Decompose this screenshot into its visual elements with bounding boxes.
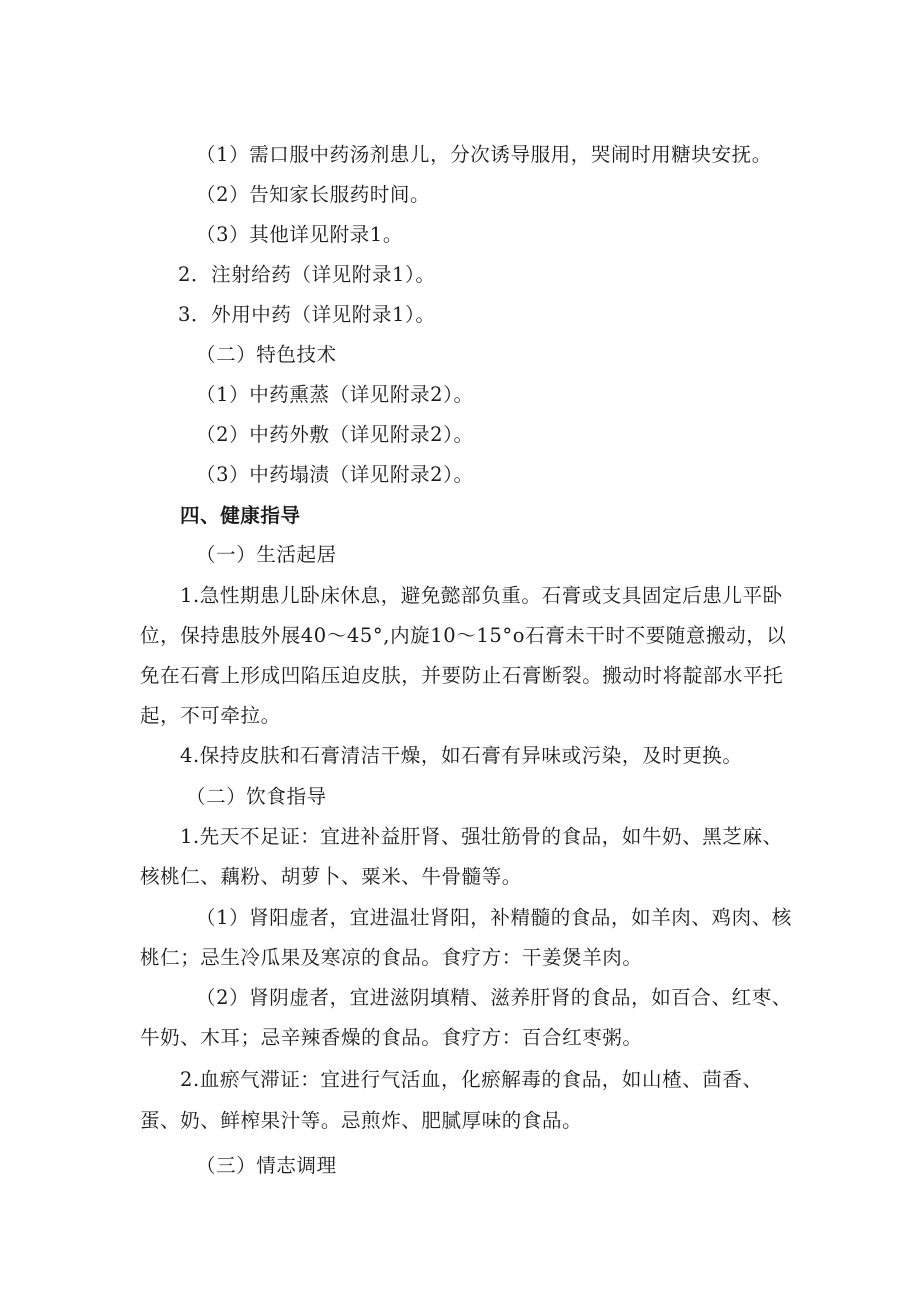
text-line: 免在石膏上形成凹陷压迫皮肤，并要防止石膏断裂。搬动时将靛部水平托 [140,664,784,687]
text-line: 1.先天不足证：宜进补益肝肾、强壮筋骨的食品，如牛奶、黑芝麻、 [180,825,783,848]
text-line: 1.急性期患儿卧床休息，避免懿部负重。石膏或支具固定后患儿平卧 [180,584,783,607]
text-line: 核桃仁、藕粉、胡萝卜、粟米、牛骨髓等。 [140,865,522,888]
text-line: 蛋、奶、鲜榨果汁等。忌煎炸、肥腻厚味的食品。 [140,1109,583,1132]
text-line: （2）肾阴虚者，宜进滋阴填精、滋养肝肾的食品，如百合、红枣、 [196,986,792,1009]
text-line: （2）告知家长服药时间。 [196,183,431,206]
section-subheading: （二）饮食指导 [186,785,327,808]
text-line: 起，不可牵拉。 [140,704,281,727]
text-line: （1）需口服中药汤剂患儿，分次诱导服用，哭闹时用糖块安抚。 [196,143,772,166]
text-line: 位，保持患肢外展40～45°,内旋10～15°o石膏未干时不要随意搬动，以 [140,624,787,647]
text-line: （1）中药熏蒸（详见附录2）。 [196,383,474,406]
section-subheading: （三）情志调理 [196,1154,337,1177]
text-line: （2）中药外敷（详见附录2）。 [196,423,474,446]
text-line: 2.血瘀气滞证：宜进行气活血，化瘀解毒的食品，如山楂、茴香、 [180,1068,763,1091]
text-line: 3．外用中药（详见附录1）。 [178,303,436,326]
text-line: 牛奶、木耳；忌辛辣香燥的食品。食疗方：百合红枣粥。 [140,1026,643,1049]
text-line: 4.保持皮肤和石膏清洁干燥，如石膏有异味或污染，及时更换。 [180,744,743,767]
section-heading: 四、健康指导 [180,504,301,527]
text-line: （3）中药塌渍（详见附录2）。 [196,463,474,486]
text-line: （1）肾阳虚者，宜进温壮肾阳，补精髓的食品，如羊肉、鸡肉、核 [196,906,792,929]
text-line: 桃仁；忌生冷瓜果及寒凉的食品。食疗方：干姜煲羊肉。 [140,946,643,969]
section-subheading: （二）特色技术 [196,343,337,366]
text-line: 2．注射给药（详见附录1）。 [178,263,436,286]
section-subheading: （一）生活起居 [196,543,337,566]
text-line: （3）其他详见附录1。 [196,223,403,246]
